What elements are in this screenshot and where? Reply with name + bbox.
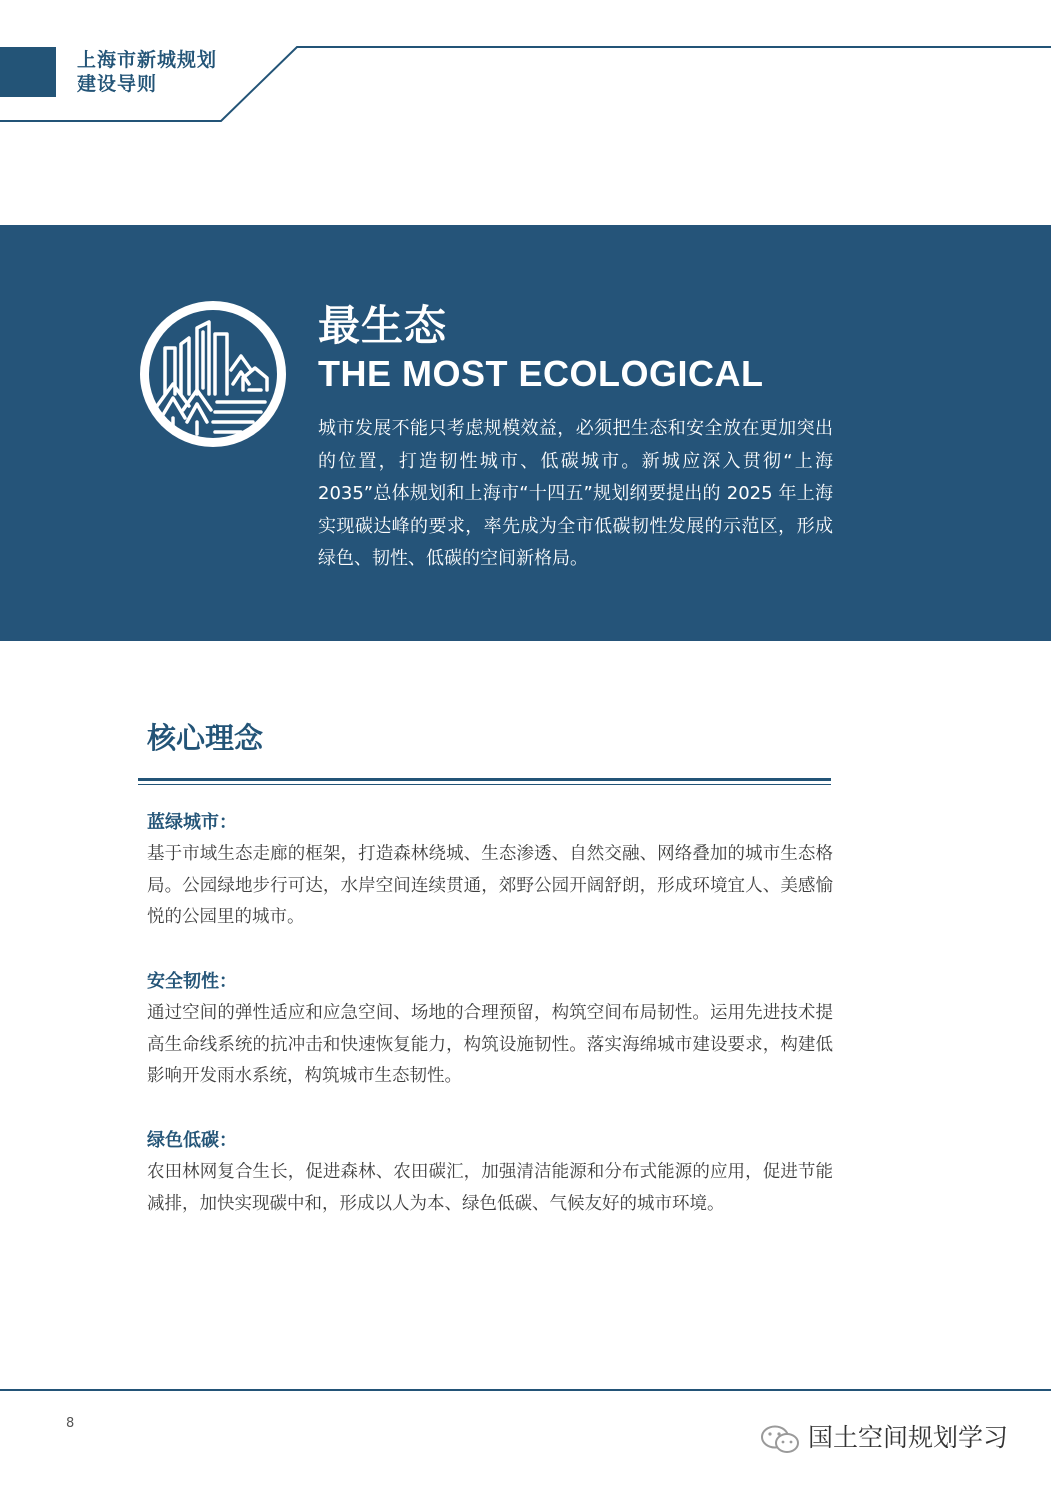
section-rule-thick bbox=[138, 778, 831, 781]
eco-city-emblem-icon bbox=[137, 298, 289, 450]
page-number: 8 bbox=[66, 1416, 75, 1431]
chapter-intro-text: 城市发展不能只考虑规模效益，必须把生态和安全放在更加突出的位置，打造韧性城市、低碳城市。新城应深入贯彻“上海 2035”总体规划和上海市“十四五”规划纲要提出的 2025 年上海实现碳达峰的要求，率先成为全市低碳韧性发展的示范区，形成绿色、韧性、低碳的空间新格局。 bbox=[318, 418, 833, 569]
concept-title-blue-green: 蓝绿城市： bbox=[147, 812, 237, 833]
wechat-icon bbox=[760, 1424, 802, 1456]
document-title-line1: 上海市新城规划 bbox=[77, 49, 218, 71]
footer-brand: 国土空间规划学习 bbox=[808, 1423, 1009, 1452]
document-title bbox=[77, 48, 217, 96]
chapter-title-cn: 最生态 bbox=[318, 301, 448, 350]
section-heading: 核心理念 bbox=[147, 721, 264, 755]
document-title-line2: 建设导则 bbox=[77, 73, 158, 95]
concept-title-low-carbon: 绿色低碳： bbox=[147, 1130, 237, 1151]
concept-text-resilience: 通过空间的弹性适应和应急空间、场地的合理预留，构筑空间布局韧性。运用先进技术提高生命线系统的抗冲击和快速恢复能力，构筑设施韧性。落实海绵城市建设要求，构建低影响开发雨水系统，构筑城市生态韧性。 bbox=[147, 1003, 833, 1086]
concept-text-low-carbon: 农田林网复合生长，促进森林、农田碳汇，加强清洁能源和分布式能源的应用，促进节能减排，加快实现碳中和，形成以人为本、绿色低碳、气候友好的城市环境。 bbox=[147, 1162, 833, 1214]
concept-title-resilience: 安全韧性： bbox=[147, 971, 237, 992]
footer-rule bbox=[0, 1389, 1051, 1391]
chapter-title-en: THE MOST ECOLOGICAL bbox=[318, 353, 764, 394]
concept-text-blue-green: 基于市域生态走廊的框架，打造森林绕城、生态渗透、自然交融、网络叠加的城市生态格局。公园绿地步行可达，水岸空间连续贯通，郊野公园开阔舒朗，形成环境宜人、美感愉悦的公园里的城市。 bbox=[147, 844, 833, 927]
section-rule-thin bbox=[138, 784, 831, 785]
